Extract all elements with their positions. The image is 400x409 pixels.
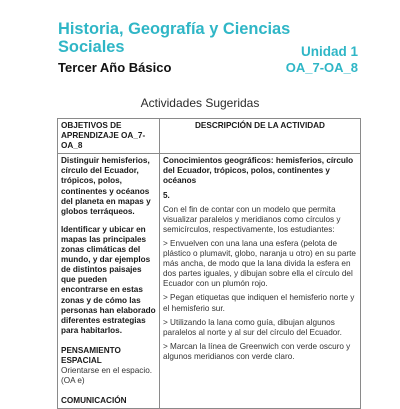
skill-heading-2: COMUNICACIÓN (61, 396, 127, 406)
skill-heading: PENSAMIENTO ESPACIAL (61, 345, 121, 365)
table-header-row (58, 119, 361, 154)
description-header: DESCRIPCIÓN DE LA ACTIVIDAD (160, 119, 361, 154)
activity-title: Conocimientos geográficos: hemisferios, círculo del Ecuador, trópicos, polos, continentes y océanos (163, 156, 354, 186)
section-title: Actividades Sugeridas (140, 96, 260, 110)
activity-step: > Utilizando la lana como guía, dibujan algunos paralelos al norte y al sur del círculo del Ecuador. (163, 317, 342, 337)
skill-text: Orientarse en el espacio. (OA e) (61, 366, 153, 386)
activity-cell (160, 154, 361, 409)
activity-number: 5. (163, 190, 170, 200)
activity-step: > Envuelven con una lana una esfera (pelota de plástico o plumavit, globo, naranja u otro) en su parte más ancha, de modo que la lana divida la esfera en dos partes iguales, y dibujan sobre ella el círculo del Ecuador con un plumón rojo. (163, 238, 356, 289)
activities-table (57, 118, 361, 409)
activity-paragraph: Con el fin de contar con un modelo que permita visualizar paralelos y meridianos como círculos y semicírculos, respectivamente, los estudiantes: (163, 204, 341, 234)
subject-title: Historia, Geografía y Ciencias Sociales (58, 20, 291, 56)
objective-item: Distinguir hemisferios, círculo del Ecuador, trópicos, polos, continentes y océanos del planeta en mapas y globos terráqueos. (61, 156, 151, 216)
activity-step: > Marcan la línea de Greenwich con verde oscuro y algunos meridianos con verde claro. (163, 341, 351, 361)
course-label: Tercer Año Básico (58, 60, 172, 75)
oa-label: OA_7-OA_8 (285, 60, 358, 75)
table-row (58, 154, 361, 409)
objectives-cell (58, 154, 160, 409)
activity-step: > Pegan etiquetas que indiquen el hemisferio norte y el hemisferio sur. (163, 293, 355, 313)
objectives-header: OBJETIVOS DE APRENDIZAJE OA_7-OA_8 (58, 119, 160, 154)
unit-label: Unidad 1 (300, 44, 358, 59)
page-header (58, 20, 358, 75)
objective-item: Identificar y ubicar en mapas las principales zonas climáticas del mundo, y dar ejemplos de distintos paisajes que pueden encontrarse en estas zonas y de cómo las personas han elaborado diferentes estrategias para habitarlos. (61, 224, 156, 335)
